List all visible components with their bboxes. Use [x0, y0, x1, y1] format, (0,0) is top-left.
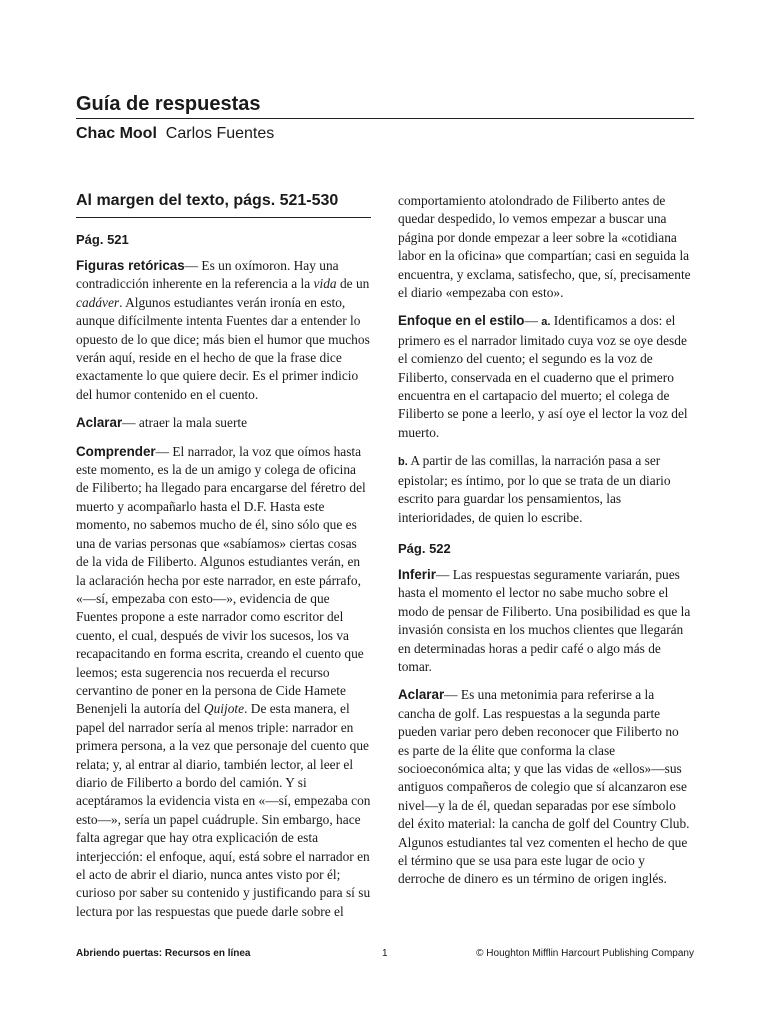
answer-term: Enfoque en el estilo: [398, 313, 525, 329]
item-marker: b.: [398, 456, 408, 469]
answer-paragraph: comportamiento atolondrado de Filiberto antes de quedar despedido, lo vemos empezar a buscar una página por donde empezar a leer sobre la «cotidiana labor en la oficina» que compartían; casi en seguida la encuentra, y exclama, satisfecho, que, sí, precisamente el diario «empezaba con esto».: [398, 193, 691, 301]
left-column: [76, 192, 371, 931]
author-name: Carlos Fuentes: [165, 125, 275, 142]
answer-paragraph: Aclarar— Es una metonimia para referirse a la cancha de golf. Las respuestas a la segunda parte pueden variar pero deben reconocer que Filiberto no es parte de la élite que conforma la clase socioeconómica alta; y que las vidas de «ellos»—sus antiguos compañeros de colegio que sí alcanzaron ese nivel—y la de él, quedan separadas por ese símbolo del éxito material: la cancha de golf del Country Club. Algunos estudiantes tal vez comenten el hecho de que el término que se usa para este lugar de ocio y derroche de dinero es un término de origen inglés.: [398, 687, 690, 887]
item-marker: a.: [541, 316, 551, 329]
right-column: [398, 192, 693, 899]
page-reference: Pág. 521: [76, 232, 129, 247]
copyright-notice: © Houghton Mifflin Harcourt Publishing Company: [476, 948, 694, 959]
answer-paragraph: Inferir— Las respuestas seguramente variarán, pues hasta el momento el lector no sabe mucho sobre el modo de pensar de Filiberto. Una posibilidad es que la invasión consista en los muchos clientes que llegarán en determinadas horas a pedir café o algo más de tomar.: [398, 566, 691, 674]
answer-paragraph: b. A partir de las comillas, la narración pasa a ser epistolar; es íntimo, por lo que se trata de un diario escrito para guardar los pensamientos, las interioridades, de quien lo escribe.: [398, 453, 671, 525]
section-heading: Al margen del texto, págs. 521-530: [76, 192, 371, 218]
page-number: 1: [382, 948, 388, 959]
answer-paragraph: Enfoque en el estilo— a. Identificamos a dos: el primero es el narrador limitado cuya voz se oye desde el comienzo del cuento; el segundo es la voz de Filiberto, conservada en el cuaderno que el primero encuentra en el cartapacio del muerto; el colega de Filiberto se pone a leerlo, y así oye el lector la voz del muerto.: [398, 313, 688, 440]
title-divider: [76, 118, 694, 119]
work-title: Chac Mool: [76, 125, 157, 142]
page-footer: [76, 948, 694, 968]
answer-paragraph: Figuras retóricas— Es un oxímoron. Hay una contradicción inherente en la referencia a la vida de un cadáver. Algunos estudiantes verán ironía en esto, aunque difícilmente intenta Fuentes dar a entender lo opuesto de lo que dice; más bien el humor que muchos verán aquí, reside en el hecho de que la frase dice exactamente lo que quiere decir. Es el primer indicio del humor contenido en el cuento.: [76, 258, 370, 402]
answer-term: Inferir: [398, 566, 436, 582]
page-reference: Pág. 522: [398, 540, 451, 556]
answer-term: Aclarar: [76, 415, 123, 431]
page-subtitle: [76, 125, 274, 143]
answer-paragraph: Aclarar— atraer la mala suerte: [76, 415, 248, 431]
footer-source: Abriendo puertas: Recursos en línea: [76, 948, 251, 959]
answer-paragraph: Comprender— El narrador, la voz que oímos hasta este momento, es la de un amigo y colega de oficina de Filiberto; ha llegado para encargarse del féretro del muerto y acompañarlo hasta el D.F. Hasta este momento, no sabemos mucho de él, sino sólo que es una de varias personas que «sabíamos» ciertas cosas de la vida de Filiberto. Algunos estudiantes verán, en la aclaración hecha por este narrador, en este párrafo, «—sí, empezaba con esto—», evidencia de que Fuentes propone a este narrador como escritor del cuento, el cual, después de vivir los sucesos, los va recapacitando en forma escrita, creando el cuento que leemos; esta sugerencia nos recuerda el recurso cervantino de poner en la persona de Cide Hamete Benenjeli la autoría del Quijote. De esta manera, el papel del narrador sería al menos triple: narrador en primera persona, a la vez que personaje del cuento que relata; y, al entrar al diario, también lector, al leer el diario de Filiberto a bordo del camión. Y si aceptáramos la evidencia vista en «—sí, empezaba con esto—», sería un papel cuádruple. Sin embargo, hace falta agregar que hay otra explicación de esta interjección: el enfoque, aquí, está sobre el narrador en el acto de abrir el diario, nunca antes visto por él; curioso por saber su contenido y justificando para sí su lectura por las respuestas que puede darle sobre el: [76, 443, 371, 919]
answer-term: Aclarar: [398, 687, 445, 703]
answer-term: Comprender: [76, 443, 156, 459]
answer-term: Figuras retóricas: [76, 258, 185, 273]
page-title: Guía de respuestas: [76, 93, 261, 115]
